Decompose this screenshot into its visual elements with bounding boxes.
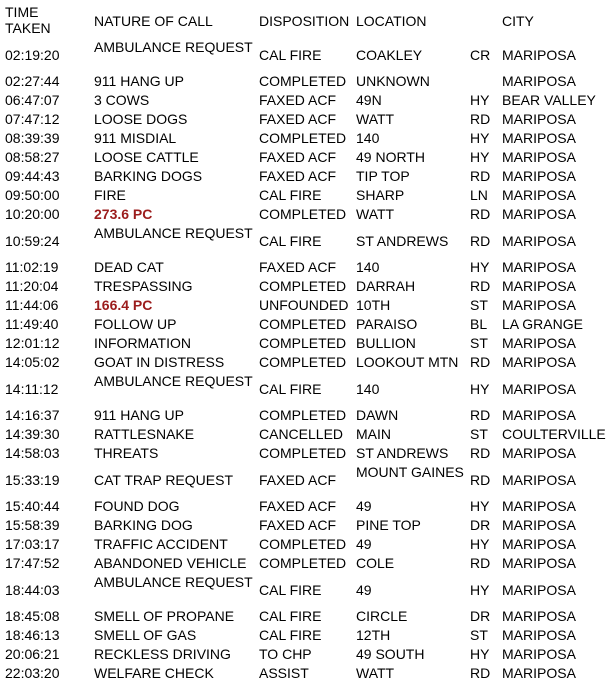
cell-location: PINE TOP — [356, 517, 421, 533]
cell-city: MARIPOSA — [502, 498, 576, 514]
table-row — [0, 353, 614, 372]
cell-street-suffix: ST — [470, 426, 488, 442]
table-row — [0, 72, 614, 91]
cell-city: MARIPOSA — [502, 297, 576, 313]
cell-city: MARIPOSA — [502, 517, 576, 533]
cell-street-suffix: RD — [470, 665, 491, 681]
cell-nature: ABANDONED VEHICLE — [94, 555, 247, 571]
cell-nature: AMBULANCE REQUEST — [94, 373, 253, 389]
cell-location: WATT — [356, 665, 395, 681]
cell-city: MARIPOSA — [502, 111, 576, 127]
cell-location: ST ANDREWS — [356, 445, 449, 461]
cell-disposition: FAXED ACF — [259, 92, 337, 108]
cell-street-suffix: HY — [470, 381, 490, 397]
cell-time: 11:44:06 — [5, 297, 59, 313]
cell-disposition: FAXED ACF — [259, 168, 337, 184]
cell-location: COAKLEY — [356, 47, 423, 63]
cell-nature: TRAFFIC ACCIDENT — [94, 536, 228, 552]
table-row — [0, 463, 614, 497]
cell-street-suffix: RD — [470, 354, 491, 370]
cell-time: 14:58:03 — [5, 445, 60, 461]
cell-time: 08:58:27 — [5, 149, 60, 165]
cell-nature: 273.6 PC — [94, 206, 153, 222]
cell-street-suffix: HY — [470, 259, 490, 275]
cell-nature: AMBULANCE REQUEST — [94, 574, 253, 590]
cell-street-suffix: RD — [470, 407, 491, 423]
cell-city: MARIPOSA — [502, 259, 576, 275]
cell-disposition: COMPLETED — [259, 206, 347, 222]
cell-nature: GOAT IN DISTRESS — [94, 354, 225, 370]
table-row — [0, 258, 614, 277]
cell-location: LOOKOUT MTN — [356, 354, 459, 370]
cell-city: MARIPOSA — [502, 335, 576, 351]
table-row — [0, 296, 614, 315]
table-row — [0, 91, 614, 110]
cell-location: COLE — [356, 555, 395, 571]
cell-street-suffix: DR — [470, 517, 491, 533]
table-row — [0, 315, 614, 334]
cell-time: 15:58:39 — [5, 517, 60, 533]
cell-location: 10TH — [356, 297, 391, 313]
cell-disposition: COMPLETED — [259, 130, 347, 146]
cell-location: BULLION — [356, 335, 416, 351]
cell-disposition: CAL FIRE — [259, 608, 322, 624]
cell-disposition: COMPLETED — [259, 73, 347, 89]
cell-street-suffix: RD — [470, 445, 491, 461]
cell-time: 15:40:44 — [5, 498, 60, 514]
cell-time: 14:39:30 — [5, 426, 60, 442]
cell-city: MARIPOSA — [502, 233, 576, 249]
cell-location: 140 — [356, 259, 380, 275]
cell-location: MAIN — [356, 426, 391, 442]
table-row — [0, 664, 614, 683]
cell-street-suffix: RD — [470, 233, 491, 249]
cell-street-suffix: RD — [470, 111, 491, 127]
cell-location: 49 — [356, 582, 372, 598]
cell-time: 06:47:07 — [5, 92, 60, 108]
cell-disposition: COMPLETED — [259, 278, 347, 294]
table-row — [0, 535, 614, 554]
cell-street-suffix: HY — [470, 498, 490, 514]
cell-location: DARRAH — [356, 278, 416, 294]
cell-time: 09:44:43 — [5, 168, 60, 184]
cell-nature: AMBULANCE REQUEST — [94, 225, 253, 241]
cell-nature: LOOSE DOGS — [94, 111, 188, 127]
cell-disposition: FAXED ACF — [259, 472, 337, 488]
cell-city: MARIPOSA — [502, 582, 576, 598]
table-row — [0, 205, 614, 224]
cell-location: WATT — [356, 206, 395, 222]
cell-time: 11:20:04 — [5, 278, 59, 294]
cell-nature: AMBULANCE REQUEST — [94, 39, 253, 55]
header-city: CITY — [502, 13, 534, 29]
cell-time: 15:33:19 — [5, 472, 60, 488]
cell-nature: CAT TRAP REQUEST — [94, 472, 233, 488]
cell-nature: FOLLOW UP — [94, 316, 177, 332]
cell-time: 09:50:00 — [5, 187, 60, 203]
table-row — [0, 645, 614, 664]
table-row — [0, 607, 614, 626]
cell-street-suffix: HY — [470, 149, 490, 165]
cell-disposition: COMPLETED — [259, 407, 347, 423]
cell-time: 14:16:37 — [5, 407, 60, 423]
call-rows — [0, 38, 614, 683]
cell-location: SHARP — [356, 187, 405, 203]
cell-city: MARIPOSA — [502, 627, 576, 643]
cell-disposition: COMPLETED — [259, 555, 347, 571]
cell-city: MARIPOSA — [502, 168, 576, 184]
cell-nature: BARKING DOG — [94, 517, 193, 533]
cell-location: 49 NORTH — [356, 149, 425, 165]
table-row — [0, 372, 614, 406]
cell-city: MARIPOSA — [502, 536, 576, 552]
cell-time: 02:27:44 — [5, 73, 60, 89]
header-nature-of-call: NATURE OF CALL — [94, 13, 213, 29]
cell-time: 18:44:03 — [5, 582, 60, 598]
cell-nature: 3 COWS — [94, 92, 150, 108]
cell-city: MARIPOSA — [502, 445, 576, 461]
column-header — [0, 0, 614, 38]
cell-nature: THREATS — [94, 445, 159, 461]
cell-time: 10:20:00 — [5, 206, 60, 222]
cell-disposition: CAL FIRE — [259, 627, 322, 643]
cell-location: PARAISO — [356, 316, 418, 332]
cell-city: MARIPOSA — [502, 354, 576, 370]
cell-location: WATT — [356, 111, 395, 127]
cell-time: 17:03:17 — [5, 536, 60, 552]
cell-street-suffix: RD — [470, 168, 491, 184]
table-row — [0, 148, 614, 167]
cell-location: DAWN — [356, 407, 399, 423]
cell-nature: RECKLESS DRIVING — [94, 646, 231, 662]
cell-street-suffix: HY — [470, 130, 490, 146]
cell-time: 02:19:20 — [5, 47, 60, 63]
cell-time: 10:59:24 — [5, 233, 60, 249]
cell-disposition: COMPLETED — [259, 354, 347, 370]
table-row — [0, 573, 614, 607]
cell-location: 49N — [356, 92, 382, 108]
cell-city: COULTERVILLE — [502, 426, 606, 442]
cell-location: UNKNOWN — [356, 73, 430, 89]
cell-street-suffix: BL — [470, 316, 488, 332]
cell-nature: INFORMATION — [94, 335, 191, 351]
table-row — [0, 277, 614, 296]
table-row — [0, 186, 614, 205]
cell-nature: 911 MISDIAL — [94, 130, 177, 146]
cell-street-suffix: DR — [470, 608, 491, 624]
cell-street-suffix: RD — [470, 278, 491, 294]
cell-disposition: CAL FIRE — [259, 381, 322, 397]
table-row — [0, 406, 614, 425]
cell-street-suffix: HY — [470, 582, 490, 598]
table-row — [0, 497, 614, 516]
cell-time: 20:06:21 — [5, 646, 60, 662]
cell-nature: DEAD CAT — [94, 259, 164, 275]
table-row — [0, 334, 614, 353]
cell-street-suffix — [470, 72, 500, 91]
table-row — [0, 167, 614, 186]
table-row — [0, 224, 614, 258]
cell-disposition: FAXED ACF — [259, 149, 337, 165]
cell-disposition: COMPLETED — [259, 445, 347, 461]
cell-disposition: COMPLETED — [259, 536, 347, 552]
cell-city: MARIPOSA — [502, 381, 576, 397]
cell-location: 49 — [356, 536, 372, 552]
cell-city: MARIPOSA — [502, 73, 576, 89]
cell-nature: SMELL OF PROPANE — [94, 608, 235, 624]
cell-city: MARIPOSA — [502, 149, 576, 165]
cell-time: 11:02:19 — [5, 259, 59, 275]
table-row — [0, 554, 614, 573]
cell-time: 14:05:02 — [5, 354, 60, 370]
cell-street-suffix: ST — [470, 335, 488, 351]
cell-city: MARIPOSA — [502, 608, 576, 624]
cell-city: MARIPOSA — [502, 665, 576, 681]
cell-location: 12TH — [356, 627, 391, 643]
table-row — [0, 444, 614, 463]
cell-city: MARIPOSA — [502, 206, 576, 222]
cell-location: 49 SOUTH — [356, 646, 425, 662]
cell-nature: FIRE — [94, 187, 126, 203]
cell-city: BEAR VALLEY — [502, 92, 596, 108]
cell-disposition: FAXED ACF — [259, 498, 337, 514]
cell-city: MARIPOSA — [502, 47, 576, 63]
table-row — [0, 425, 614, 444]
table-row — [0, 129, 614, 148]
cell-street-suffix: HY — [470, 92, 490, 108]
cell-time: 11:49:40 — [5, 316, 59, 332]
cell-nature: RATTLESNAKE — [94, 426, 195, 442]
table-row — [0, 626, 614, 645]
cell-disposition: COMPLETED — [259, 316, 347, 332]
header-disposition: DISPOSITION — [259, 13, 350, 29]
cell-city: MARIPOSA — [502, 278, 576, 294]
cell-city: MARIPOSA — [502, 187, 576, 203]
cell-disposition: CAL FIRE — [259, 47, 322, 63]
cell-location: 140 — [356, 130, 380, 146]
cell-time: 18:46:13 — [5, 627, 60, 643]
cell-city: LA GRANGE — [502, 316, 583, 332]
cell-disposition: UNFOUNDED — [259, 297, 349, 313]
cell-disposition: CAL FIRE — [259, 582, 322, 598]
cell-time: 14:11:12 — [5, 381, 59, 397]
cell-time: 08:39:39 — [5, 130, 60, 146]
cell-time: 12:01:12 — [5, 335, 60, 351]
cell-disposition: CANCELLED — [259, 426, 344, 442]
table-row — [0, 38, 614, 72]
cell-nature: 166.4 PC — [94, 297, 153, 313]
cell-location: ST ANDREWS — [356, 233, 449, 249]
cell-street-suffix: LN — [470, 187, 488, 203]
cell-city: MARIPOSA — [502, 472, 576, 488]
cell-street-suffix: RD — [470, 472, 491, 488]
cell-location: 140 — [356, 381, 380, 397]
cell-street-suffix: RD — [470, 206, 491, 222]
cell-nature: BARKING DOGS — [94, 168, 203, 184]
cell-street-suffix: HY — [470, 536, 490, 552]
cell-nature: 911 HANG UP — [94, 407, 184, 423]
cell-city: MARIPOSA — [502, 407, 576, 423]
cell-location: TIP TOP — [356, 168, 410, 184]
cell-nature: LOOSE CATTLE — [94, 149, 199, 165]
cell-city: MARIPOSA — [502, 130, 576, 146]
cell-time: 18:45:08 — [5, 608, 60, 624]
cell-time: 22:03:20 — [5, 665, 60, 681]
cell-street-suffix: CR — [470, 47, 491, 63]
cell-city: MARIPOSA — [502, 646, 576, 662]
cell-street-suffix: RD — [470, 555, 491, 571]
cell-disposition: CAL FIRE — [259, 187, 322, 203]
cell-time: 17:47:52 — [5, 555, 60, 571]
cell-disposition: FAXED ACF — [259, 517, 337, 533]
cell-location: 49 — [356, 498, 372, 514]
cell-nature: SMELL OF GAS — [94, 627, 197, 643]
cell-disposition: FAXED ACF — [259, 259, 337, 275]
cell-street-suffix: ST — [470, 627, 488, 643]
header-location: LOCATION — [356, 13, 427, 29]
cell-disposition: TO CHP — [259, 646, 312, 662]
cell-nature: FOUND DOG — [94, 498, 180, 514]
cell-city: MARIPOSA — [502, 555, 576, 571]
cell-nature: WELFARE CHECK — [94, 665, 214, 681]
cell-location: CIRCLE — [356, 608, 408, 624]
cell-disposition: FAXED ACF — [259, 111, 337, 127]
cell-nature: TRESPASSING — [94, 278, 193, 294]
cell-disposition: CAL FIRE — [259, 233, 322, 249]
table-row — [0, 110, 614, 129]
table-row — [0, 516, 614, 535]
cell-nature: 911 HANG UP — [94, 73, 184, 89]
cell-street-suffix: ST — [470, 297, 488, 313]
cell-disposition: ASSIST — [259, 665, 309, 681]
header-time-taken: TIME TAKEN — [5, 4, 51, 36]
cell-disposition: COMPLETED — [259, 335, 347, 351]
cell-location: MOUNT GAINES — [356, 464, 464, 480]
cell-street-suffix: HY — [470, 646, 490, 662]
cell-time: 07:47:12 — [5, 111, 60, 127]
